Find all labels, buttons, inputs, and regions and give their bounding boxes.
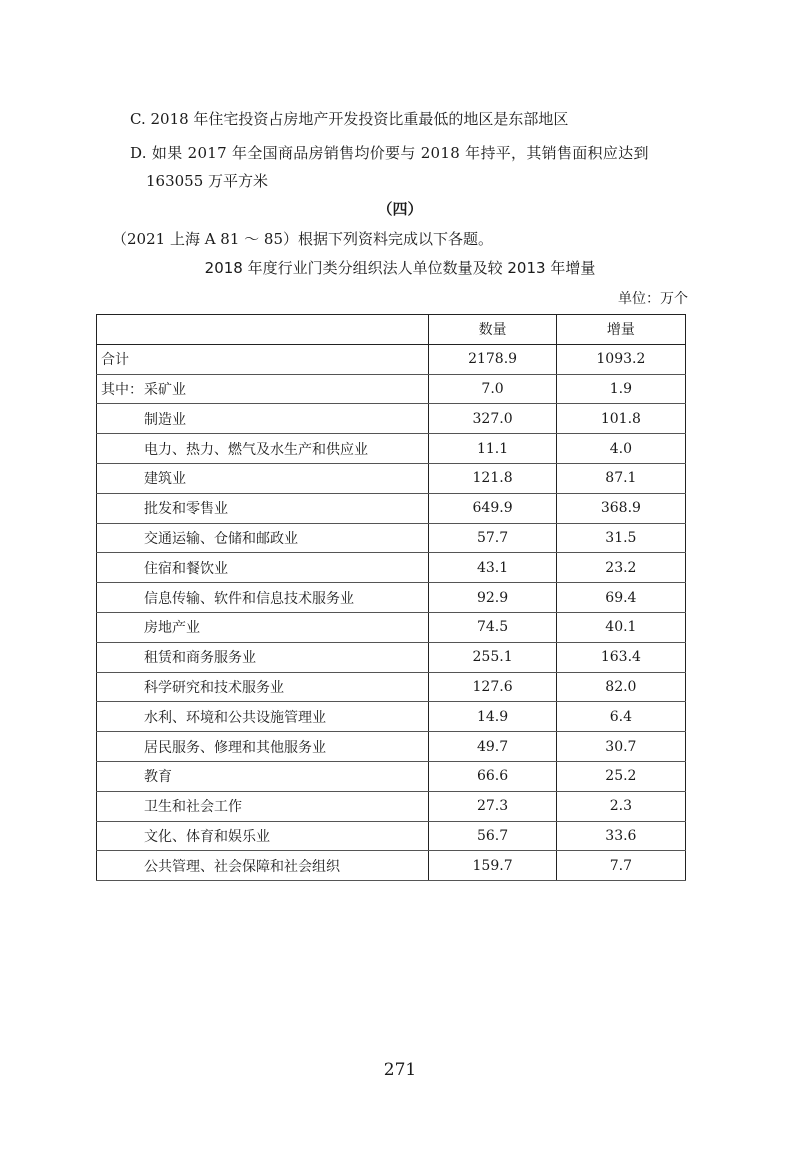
row-category-label: 居民服务、修理和其他服务业 bbox=[144, 739, 326, 756]
row-category bbox=[97, 583, 429, 613]
row-count: 27.3 bbox=[429, 791, 556, 821]
table-row bbox=[97, 493, 686, 523]
row-category-label: 科学研究和技术服务业 bbox=[144, 679, 284, 696]
row-category bbox=[97, 434, 429, 464]
table-row bbox=[97, 732, 686, 762]
page-number: 271 bbox=[383, 1060, 417, 1080]
row-increase: 2.3 bbox=[556, 791, 685, 821]
row-count: 49.7 bbox=[429, 732, 556, 762]
table-row bbox=[97, 583, 686, 613]
row-category bbox=[97, 612, 429, 642]
row-category bbox=[97, 463, 429, 493]
row-increase: 6.4 bbox=[556, 702, 685, 732]
header-category bbox=[97, 315, 429, 345]
table-unit: 单位：万个 bbox=[618, 291, 688, 307]
section-heading: （四） bbox=[377, 200, 423, 218]
row-category bbox=[97, 672, 429, 702]
table-header-row bbox=[97, 315, 686, 345]
row-increase: 7.7 bbox=[556, 851, 685, 881]
row-category-label: 教育 bbox=[144, 769, 172, 786]
row-category-label: 交通运输、仓储和邮政业 bbox=[144, 530, 298, 547]
row-count: 121.8 bbox=[429, 463, 556, 493]
row-category bbox=[97, 642, 429, 672]
total-increase: 1093.2 bbox=[556, 344, 685, 374]
total-row bbox=[97, 344, 686, 374]
table-row bbox=[97, 642, 686, 672]
table-row bbox=[97, 821, 686, 851]
row-category bbox=[97, 404, 429, 434]
row-category bbox=[97, 821, 429, 851]
row-category-label: 卫生和社会工作 bbox=[144, 799, 242, 816]
option-d: D. 如果 2017 年全国商品房销售均价要与 2018 年持平，其销售面积应达到 bbox=[130, 144, 649, 162]
row-category bbox=[97, 493, 429, 523]
row-count: 327.0 bbox=[429, 404, 556, 434]
table-row bbox=[97, 523, 686, 553]
row-category-label: 批发和零售业 bbox=[144, 501, 228, 518]
row-category bbox=[97, 791, 429, 821]
row-count: 57.7 bbox=[429, 523, 556, 553]
row-increase: 33.6 bbox=[556, 821, 685, 851]
row-count: 43.1 bbox=[429, 553, 556, 583]
row-category-label: 电力、热力、燃气及水生产和供应业 bbox=[144, 441, 368, 458]
row-category-label: 房地产业 bbox=[144, 620, 200, 637]
row-increase: 87.1 bbox=[556, 463, 685, 493]
row-category-label: 采矿业 bbox=[144, 381, 186, 398]
row-category-label: 文化、体育和娱乐业 bbox=[144, 828, 270, 845]
row-count: 92.9 bbox=[429, 583, 556, 613]
header-increase: 增量 bbox=[556, 315, 685, 345]
table-row bbox=[97, 672, 686, 702]
row-increase: 4.0 bbox=[556, 434, 685, 464]
row-increase: 368.9 bbox=[556, 493, 685, 523]
option-c: C. 2018 年住宅投资占房地产开发投资比重最低的地区是东部地区 bbox=[130, 110, 569, 128]
industry-table bbox=[96, 314, 686, 881]
row-increase: 31.5 bbox=[556, 523, 685, 553]
row-increase: 82.0 bbox=[556, 672, 685, 702]
row-count: 66.6 bbox=[429, 761, 556, 791]
row-category-label: 公共管理、社会保障和社会组织 bbox=[144, 858, 340, 875]
row-count: 74.5 bbox=[429, 612, 556, 642]
subtotal-prefix: 其中： bbox=[101, 381, 143, 398]
header-count: 数量 bbox=[429, 315, 556, 345]
table-row bbox=[97, 374, 686, 404]
option-d-continuation: 163055 万平方米 bbox=[146, 172, 269, 190]
table-row bbox=[97, 612, 686, 642]
row-increase: 1.9 bbox=[556, 374, 685, 404]
table-row bbox=[97, 791, 686, 821]
row-category-label: 住宿和餐饮业 bbox=[144, 560, 228, 577]
row-category bbox=[97, 732, 429, 762]
row-count: 7.0 bbox=[429, 374, 556, 404]
row-increase: 163.4 bbox=[556, 642, 685, 672]
table-row bbox=[97, 553, 686, 583]
row-category-label: 建筑业 bbox=[144, 471, 186, 488]
row-increase: 25.2 bbox=[556, 761, 685, 791]
total-count: 2178.9 bbox=[429, 344, 556, 374]
table-title: 2018 年度行业门类分组织法人单位数量及较 2013 年增量 bbox=[204, 259, 596, 277]
row-category bbox=[97, 523, 429, 553]
row-category bbox=[97, 761, 429, 791]
row-category-label: 租赁和商务服务业 bbox=[144, 650, 256, 667]
table-row bbox=[97, 761, 686, 791]
question-intro: （2021 上海 A 81 ～ 85）根据下列资料完成以下各题。 bbox=[112, 230, 494, 248]
row-count: 56.7 bbox=[429, 821, 556, 851]
row-count: 649.9 bbox=[429, 493, 556, 523]
row-category bbox=[97, 851, 429, 881]
table-row bbox=[97, 404, 686, 434]
row-increase: 69.4 bbox=[556, 583, 685, 613]
table-row bbox=[97, 702, 686, 732]
row-category bbox=[97, 553, 429, 583]
row-count: 11.1 bbox=[429, 434, 556, 464]
row-category-label: 制造业 bbox=[144, 411, 186, 428]
row-increase: 101.8 bbox=[556, 404, 685, 434]
row-category bbox=[97, 702, 429, 732]
row-increase: 23.2 bbox=[556, 553, 685, 583]
table-row bbox=[97, 434, 686, 464]
row-category-label: 信息传输、软件和信息技术服务业 bbox=[144, 590, 354, 607]
table-row bbox=[97, 463, 686, 493]
row-count: 159.7 bbox=[429, 851, 556, 881]
row-count: 14.9 bbox=[429, 702, 556, 732]
total-label: 合计 bbox=[97, 344, 429, 374]
table-row bbox=[97, 851, 686, 881]
row-increase: 40.1 bbox=[556, 612, 685, 642]
row-category-label: 水利、环境和公共设施管理业 bbox=[144, 709, 326, 726]
row-category bbox=[97, 374, 429, 404]
row-increase: 30.7 bbox=[556, 732, 685, 762]
row-count: 127.6 bbox=[429, 672, 556, 702]
row-count: 255.1 bbox=[429, 642, 556, 672]
